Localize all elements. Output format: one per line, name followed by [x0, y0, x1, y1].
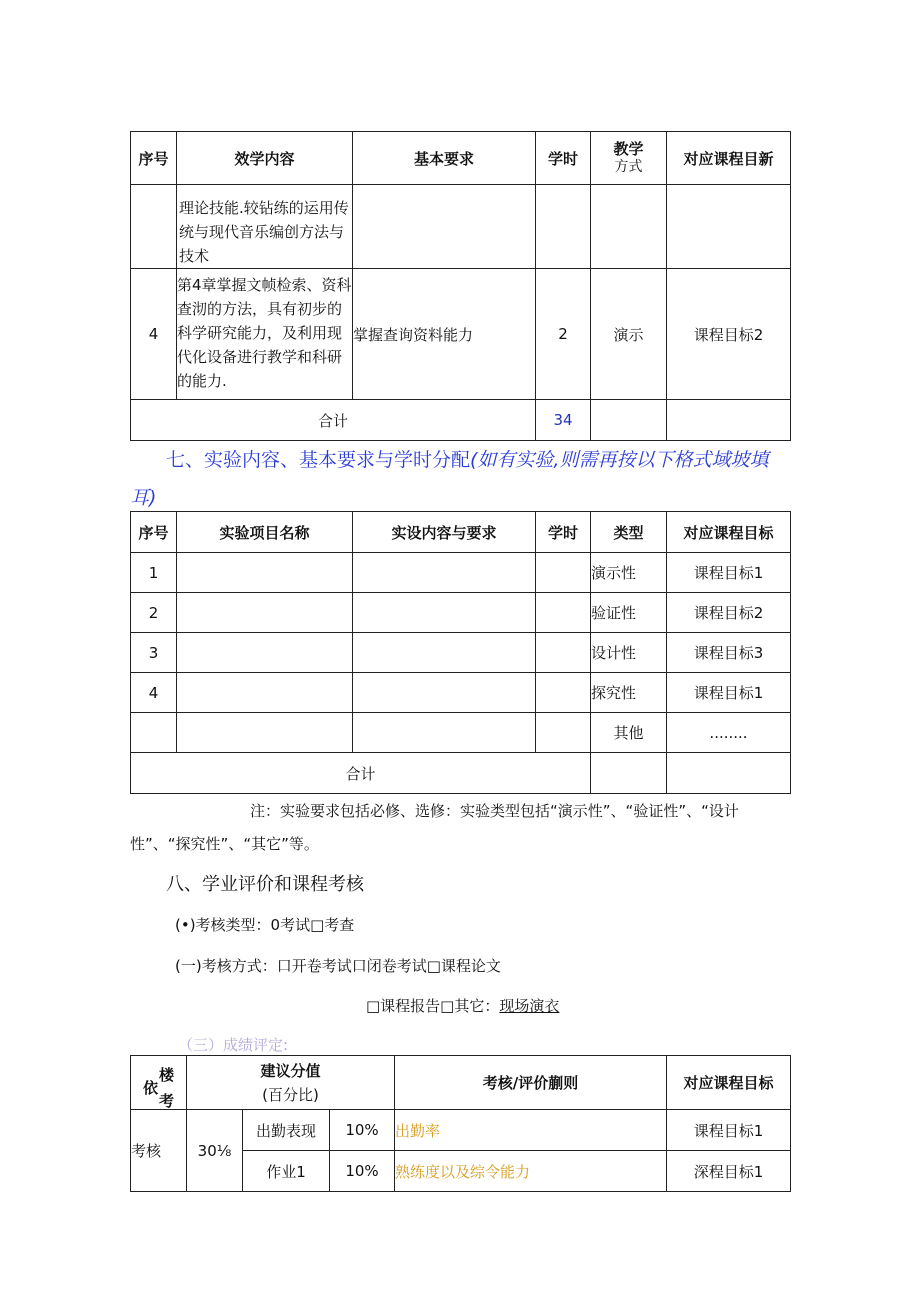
- cell-rule: 熟练度以及综令能力: [395, 1151, 667, 1192]
- cell-no: 4: [131, 673, 177, 713]
- table-header-row: [131, 1056, 791, 1110]
- exam-method-line: (一)考核方式：口开卷考试口闭卷考试□课程论文: [175, 957, 501, 975]
- cell-type: 设计性: [591, 633, 667, 673]
- cell-goal: 课程目标1: [667, 673, 791, 713]
- cell-no: 3: [131, 633, 177, 673]
- table-row: [131, 185, 791, 269]
- cell-content: [353, 713, 536, 753]
- cell-project: [177, 673, 353, 713]
- table-total-row: [131, 753, 791, 794]
- cell-method: [591, 185, 667, 269]
- col-header-teaching-bottom: 方式: [614, 159, 643, 175]
- table-total-row: [131, 400, 791, 441]
- cell-goal: [667, 753, 791, 794]
- cell-goal: ........: [667, 713, 791, 753]
- cell-goal: 课程目标3: [667, 633, 791, 673]
- cell-type: [591, 753, 667, 794]
- col-header-hours: 学时: [536, 512, 591, 553]
- grading-subheading: （三）成绩评定:: [178, 1036, 289, 1054]
- col-header-project: 实验项目名称: [177, 512, 353, 553]
- cell-content: [353, 633, 536, 673]
- col-header-goal: 对应课程目新: [667, 132, 791, 185]
- section-7-heading-cont: [130, 483, 156, 510]
- total-label: 合计: [131, 400, 536, 441]
- col-header-requirement: 基本要求: [353, 132, 536, 185]
- table-row: [131, 593, 791, 633]
- table-row: [131, 1110, 791, 1151]
- table-header-row: [131, 512, 791, 553]
- col-header-hours: 学时: [536, 132, 591, 185]
- cell-goal: 课程目标1: [667, 1110, 791, 1151]
- col-header-teaching-top: 教学: [613, 140, 644, 158]
- col-header-rule: 考核/评价蒯则: [395, 1056, 667, 1110]
- col-header-score-sub: (百分比): [262, 1085, 319, 1104]
- table-row: [131, 673, 791, 713]
- cell-type: 探究性: [591, 673, 667, 713]
- col-header-no: 序号: [131, 512, 177, 553]
- col-header-no: 序号: [131, 132, 177, 185]
- cell-hours: [536, 673, 591, 713]
- cell-method: [591, 400, 667, 441]
- table-row: [131, 633, 791, 673]
- col-header-content: 效学内容: [177, 132, 353, 185]
- col-header-goal: 对应课程目标: [667, 1056, 791, 1110]
- cell-pct: 10%: [330, 1110, 395, 1151]
- col-header-score-title: 建议分值: [260, 1061, 321, 1080]
- cell-hours: [536, 593, 591, 633]
- cell-item: 出勤表现: [243, 1110, 330, 1151]
- basis-char-left: 依: [143, 1079, 159, 1097]
- section-7-heading-italic: (如有实验,则需再按以下格式域坡填: [470, 449, 769, 471]
- cell-method: 演示: [591, 269, 667, 400]
- cell-no: 2: [131, 593, 177, 633]
- exam-other-value: 现场演衣: [499, 997, 560, 1015]
- cell-type: 其他: [591, 713, 667, 753]
- cell-no: [131, 713, 177, 753]
- section-7-heading-italic-cont: 耳): [130, 487, 157, 509]
- exam-other-prefix: □课程报告□其它：: [366, 997, 500, 1015]
- cell-group-pct: 30⅛: [187, 1110, 243, 1192]
- cell-no: 4: [131, 269, 177, 400]
- cell-content: 理论技能.较钻练的运用传统与现代音乐编创方法与技术: [177, 185, 353, 269]
- col-header-goal: 对应课程目标: [667, 512, 791, 553]
- cell-rule: 出勤率: [395, 1110, 667, 1151]
- col-header-basis: [131, 1056, 187, 1110]
- col-header-score: [187, 1056, 395, 1110]
- cell-requirement: 掌握查询资料能力: [353, 269, 536, 400]
- teaching-content-table: [130, 131, 791, 441]
- table-row: [131, 269, 791, 400]
- total-hours: 34: [536, 400, 591, 441]
- cell-type: 演示性: [591, 553, 667, 593]
- section-7-heading: [166, 445, 768, 472]
- cell-project: [177, 553, 353, 593]
- col-header-content: 实设内容与要求: [353, 512, 536, 553]
- cell-goal: [667, 185, 791, 269]
- cell-group-name: 考核: [131, 1110, 187, 1192]
- cell-hours: [536, 633, 591, 673]
- cell-project: [177, 593, 353, 633]
- cell-hours: [536, 553, 591, 593]
- table-row: [131, 713, 791, 753]
- cell-hours: [536, 713, 591, 753]
- cell-content: [353, 593, 536, 633]
- cell-goal: 深程目标1: [667, 1151, 791, 1192]
- total-label: 合计: [131, 753, 591, 794]
- cell-goal: 课程目标2: [667, 269, 791, 400]
- table-row: [131, 553, 791, 593]
- exam-type-line: (•)考核类型：0考试□考查: [175, 916, 355, 934]
- basis-char-top: 楼: [159, 1066, 175, 1084]
- col-header-type: 类型: [591, 512, 667, 553]
- note-line-1: 注：实验要求包括必修、选修：实验类型包括“演示性”、“验证性”、“设计: [250, 802, 739, 820]
- cell-project: [177, 713, 353, 753]
- cell-no: 1: [131, 553, 177, 593]
- assessment-table: [130, 1055, 791, 1192]
- experiment-table: [130, 511, 791, 794]
- table-header-row: [131, 132, 791, 185]
- cell-type: 验证性: [591, 593, 667, 633]
- col-header-teaching-method: [591, 132, 667, 185]
- cell-no: [131, 185, 177, 269]
- basis-char-bottom: 考: [159, 1092, 175, 1110]
- cell-project: [177, 633, 353, 673]
- cell-hours: [536, 185, 591, 269]
- cell-requirement: [353, 185, 536, 269]
- cell-goal: 课程目标1: [667, 553, 791, 593]
- note-line-2: 性”、“探究性”、“其它”等。: [130, 835, 319, 853]
- section-7-heading-plain: 七、实验内容、基本要求与学时分配: [166, 449, 471, 471]
- exam-other-line: [366, 995, 559, 1016]
- cell-pct: 10%: [330, 1151, 395, 1192]
- cell-goal: [667, 400, 791, 441]
- section-8-heading: 八、学业评价和课程考核: [166, 874, 364, 895]
- cell-goal: 课程目标2: [667, 593, 791, 633]
- cell-content: 第4章掌握文帧检索、资科查沏的方法，具有初步的科学研究能力，及利用现代化设备进行教学和科研的能力.: [177, 269, 353, 400]
- cell-hours: 2: [536, 269, 591, 400]
- cell-item: 作业1: [243, 1151, 330, 1192]
- cell-content: [353, 553, 536, 593]
- cell-content: [353, 673, 536, 713]
